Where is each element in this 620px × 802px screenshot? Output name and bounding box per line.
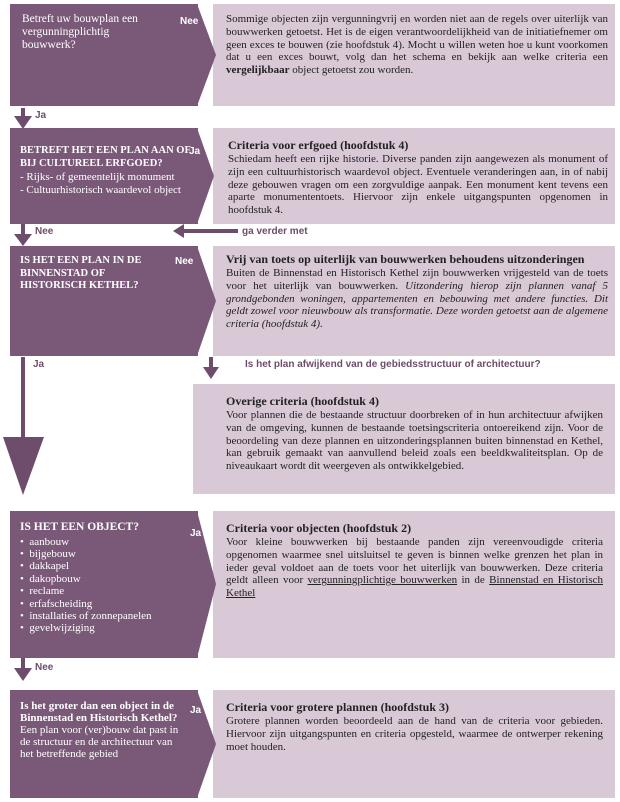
question-groter-sub: Een plan voor (ver)bouw dat past in de structuur en de architectuur van het betreffende gebied (20, 724, 179, 760)
question-erfgoed: BETREFT HET EEN PLAN AAN OF BIJ CULTUREEL ERFGOED? (20, 145, 191, 169)
answer-text-erfgoed: Schiedam heeft een rijke historie. Diverse panden zijn aangewezen als monument of zijn een cultuurhistorisch waardevol object. Eventuele veranderingen aan, in of nabij deze gebouwen vragen om een zorgvuldige aanpak. Een monument kent tevens een aparte monumententoets. Hiervoor zijn enkele uitgangspunten opgenomen in hoofdstuk 4. (228, 153, 608, 217)
erfgoed-item-1: - Rijks- of gemeentelijk monument (20, 171, 175, 183)
list-item: • aanbouw (20, 535, 70, 548)
label-q3-yes: Ja (33, 359, 45, 370)
sub-question-afwijkend: Is het plan afwijkend van de gebiedsstructuur of architectuur? (245, 359, 541, 370)
label-q5-yes: Ja (190, 705, 202, 716)
label-q4-no: Nee (35, 662, 54, 673)
label-q2-yes: Ja (189, 146, 201, 157)
label-q2-no: Nee (35, 226, 54, 237)
list-item: • dakkapel (20, 560, 70, 573)
question-vergunningplichtig: Betreft uw bouwplan een vergunningplichtig bouwwerk? (22, 13, 138, 51)
answer-title-overige: Overige criteria (hoofdstuk 4) (226, 394, 379, 408)
answer-text-grotere-plannen: Grotere plannen worden beoordeeld aan de hand van de criteria voor gebieden. Hiervoor zijn uitgangspunten en criteria opgesteld, waarmee de ontwerper rekening moet houden. (226, 715, 603, 753)
answer-title-vrij-van-toets: Vrij van toets op uiterlijk van bouwwerken behoudens uitzonderingen (226, 252, 585, 266)
list-item: • reclame (20, 585, 65, 598)
question-groter: Is het groter dan een object in de Binnenstad en Historisch Kethel? (20, 700, 178, 724)
label-q3-no: Nee (175, 256, 194, 267)
question-binnenstad: IS HET EEN PLAN IN DE BINNENSTAD OF HISTORISCH KETHEL? (20, 255, 142, 291)
link-vergunningplichtig[interactable]: vergunningplichtige bouwwerken (307, 574, 458, 587)
answer-text-objecten: Voor kleine bouwwerken bij bestaande panden zijn vereenvoudigde criteria opgenomen waarmee snel uitsluitsel te geven is binnen welke grenzen het plan in ieder geval voldoet aan de toets voor het uiterlijk van bouwwerken. Deze criteria geldt alleen voor vergunningplichtige bouwwerken in de Binnenstad en Historisch Kethel (226, 536, 604, 600)
answer-title-grotere-plannen: Criteria voor grotere plannen (hoofdstuk 3) (226, 700, 449, 714)
label-continue: ga verder met (242, 226, 308, 237)
answer-text-overige: Voor plannen die de bestaande structuur doorbreken of in hun architectuur afwijken van de omgeving, kunnen de bestaande toetsingscriteria ontoereikend zijn. Voor de beoordeling van deze plannen en uitzonderingsplannen buiten binnenstad en Kethel, kan gebruik gemaakt van aanvullend beleid zoals een beeldkwaliteitsplan. Op de niveaukaart wordt dit weergeven als ontwikkelgebied. (226, 409, 603, 473)
question-object: IS HET EEN OBJECT? (20, 521, 139, 533)
list-item: • gevelwijziging (20, 622, 95, 635)
label-q4-yes: Ja (190, 528, 202, 539)
list-item: • dakopbouw (20, 572, 81, 585)
answer-text-vergunningvrij: Sommige objecten zijn vergunningvrij en worden niet aan de regels over uiterlijk van bouwwerken getoetst. Het is de eigen verantwoordelijkheid van de initiatiefnemer om geen exces te bouwen (zie hoofdstuk 4). Mocht u willen weten hoe u kunt voorkomen dat u een exces bouwt, volg dan het schema en bekijk aan welke criteria een vergelijkbaar object getoetst zou worden. (226, 13, 608, 77)
link-binnenstad[interactable]: Binnenstad en Historisch Kethel (226, 574, 604, 600)
answer-title-erfgoed: Criteria voor erfgoed (hoofdstuk 4) (228, 138, 409, 152)
erfgoed-item-2: - Cultuurhistorisch waardevol object (20, 184, 181, 196)
list-item: • installaties of zonnepanelen (20, 609, 152, 622)
label-q1-yes: Ja (35, 110, 47, 121)
list-item: • bijgebouw (20, 547, 76, 560)
answer-text-vrij-van-toets: Buiten de Binnenstad en Historisch Kethel zijn bouwwerken vrijgesteld van de toets voor het uiterlijk van bouwwerken. Uitzondering hierop zijn plannen vanaf 5 grondgebonden woningen, appartementen en bebouwing met andere functies. Dit geldt zowel voor nieuwbouw als transformatie. Deze worden getoetst aan de algemene criteria (hoofdstuk 4). (226, 267, 608, 331)
label-q1-no: Nee (180, 16, 199, 27)
list-item: • erfafscheiding (20, 597, 93, 610)
answer-title-objecten: Criteria voor objecten (hoofdstuk 2) (226, 521, 412, 535)
